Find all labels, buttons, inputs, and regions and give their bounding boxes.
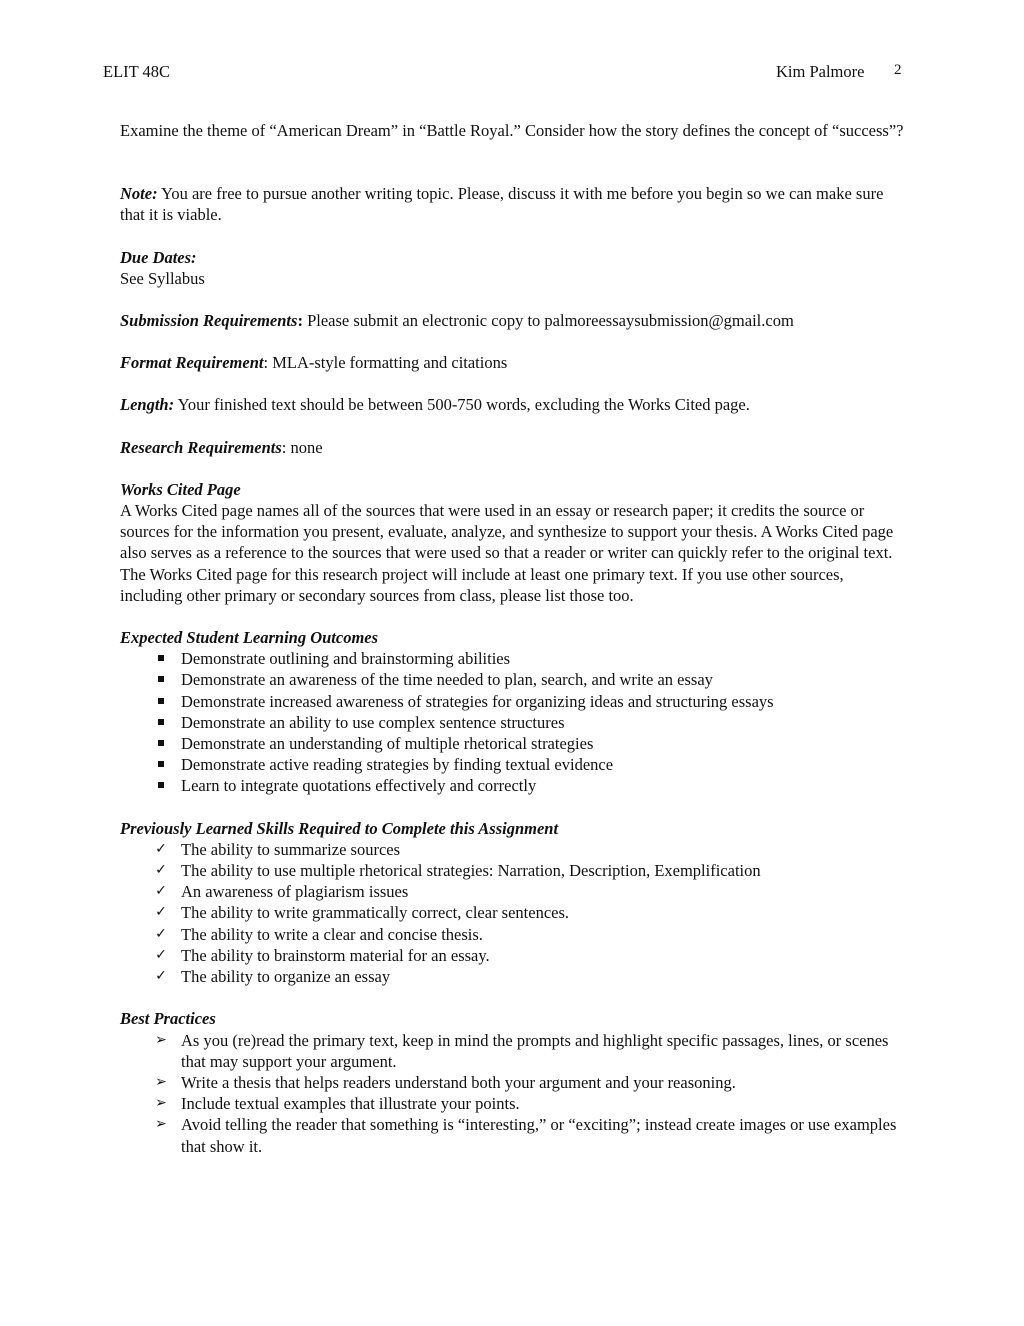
spacer <box>120 458 906 479</box>
spacer <box>120 331 906 352</box>
list-item <box>120 924 906 945</box>
spacer <box>120 797 906 818</box>
format-text: : MLA-style formatting and citations <box>263 353 508 373</box>
note-paragraph <box>120 183 906 225</box>
checkmark-icon: ✓ <box>155 946 167 963</box>
works-cited-heading: Works Cited Page <box>120 479 241 499</box>
square-bullet-icon <box>151 669 171 690</box>
format-paragraph <box>120 352 906 373</box>
square-bullet-icon <box>151 691 171 712</box>
works-cited-text: A Works Cited page names all of the sources that were used in an essay or research paper; it credits the source or sources for the information you present, evaluate, analyze, and synthesize to support your thesis. A Works Cited page also serves as a reference to the sources that were used so that a reader or writer can quickly refer to the original text. The Works Cited page for this research project will include at least one primary text. If you use other sources, including other primary or secondary sources from class, please list those too. <box>120 501 894 605</box>
arrow-bullet-icon: ➢ <box>155 1031 167 1048</box>
course-code: ELIT 48C <box>103 62 171 81</box>
list-item <box>120 1072 906 1093</box>
square-bullet-icon <box>151 648 171 669</box>
spacer <box>120 416 906 437</box>
square-bullet-icon <box>151 754 171 775</box>
skills-list <box>120 839 906 987</box>
submission-colon: : <box>297 311 303 331</box>
arrow-bullet-icon: ➢ <box>155 1073 167 1090</box>
spacer <box>120 289 906 310</box>
author-name: Kim Palmore <box>776 62 865 81</box>
list-item-text: Learn to integrate quotations effectively and correctly <box>181 776 537 796</box>
square-bullet-icon <box>151 712 171 733</box>
document-body <box>120 120 906 1157</box>
list-item <box>120 775 906 796</box>
list-item-text: Write a thesis that helps readers understand both your argument and your reasoning. <box>181 1072 736 1092</box>
arrow-bullet-icon: ➢ <box>155 1116 167 1133</box>
spacer <box>120 987 906 1008</box>
list-item-text: Demonstrate active reading strategies by finding textual evidence <box>181 755 614 775</box>
list-item-text: The ability to brainstorm material for an essay. <box>181 945 490 965</box>
checkmark-icon: ✓ <box>155 862 167 879</box>
due-dates-text: See Syllabus <box>120 268 205 288</box>
length-paragraph <box>120 394 906 415</box>
list-item-text: Demonstrate an awareness of the time needed to plan, search, and write an essay <box>181 670 713 690</box>
submission-label: Submission Requirements <box>120 311 298 331</box>
list-item <box>120 691 906 712</box>
list-item-text: An awareness of plagiarism issues <box>181 882 409 902</box>
spacer <box>120 373 906 394</box>
note-label: Note: <box>120 184 158 204</box>
note-text: You are free to pursue another writing topic. Please, discuss it with me before you begin so we can make sure that it is viable. <box>120 184 884 225</box>
list-item-text: The ability to use multiple rhetorical strategies: Narration, Description, Exemplification <box>181 861 761 881</box>
length-text: Your finished text should be between 500-750 words, excluding the Works Cited page. <box>174 395 750 415</box>
submission-paragraph <box>120 310 906 331</box>
checkmark-icon: ✓ <box>155 883 167 900</box>
skills-heading: Previously Learned Skills Required to Complete this Assignment <box>120 818 559 838</box>
spacer <box>120 226 906 247</box>
list-item <box>120 860 906 881</box>
list-item-text: Demonstrate an ability to use complex sentence structures <box>181 712 565 732</box>
outcomes-heading: Expected Student Learning Outcomes <box>120 628 379 648</box>
list-item <box>120 1093 906 1114</box>
research-paragraph <box>120 437 906 458</box>
checkmark-icon: ✓ <box>155 840 167 857</box>
list-item <box>120 839 906 860</box>
checkmark-icon: ✓ <box>155 904 167 921</box>
list-item <box>120 712 906 733</box>
spacer <box>120 141 906 183</box>
submission-text: Please submit an electronic copy to palmoreessaysubmission@gmail.com <box>302 311 794 331</box>
list-item <box>120 902 906 923</box>
list-item-text: The ability to write grammatically correct, clear sentences. <box>181 903 570 923</box>
length-label: Length: <box>120 395 175 415</box>
square-bullet-icon <box>151 775 171 796</box>
list-item-text: Include textual examples that illustrate your points. <box>181 1094 520 1114</box>
list-item-text: The ability to summarize sources <box>181 839 401 859</box>
list-item <box>120 669 906 690</box>
list-item <box>120 733 906 754</box>
list-item <box>120 648 906 669</box>
research-label: Research Requirements <box>120 437 282 457</box>
research-text: : none <box>281 437 323 457</box>
list-item-text: Demonstrate outlining and brainstorming abilities <box>181 649 511 669</box>
checkmark-icon: ✓ <box>155 968 167 985</box>
best-practices-list <box>120 1030 906 1157</box>
page-number: 2 <box>894 62 902 78</box>
essay-prompt: Examine the theme of “American Dream” in “Battle Royal.” Consider how the story defines the concept of “success”? <box>120 121 904 140</box>
list-item-text: Demonstrate an understanding of multiple rhetorical strategies <box>181 734 594 754</box>
format-label: Format Requirement <box>120 353 264 373</box>
spacer <box>120 606 906 627</box>
list-item-text: Avoid telling the reader that something is “interesting,” or “exciting”; instead create images or use examples that show it. <box>181 1115 897 1156</box>
square-bullet-icon <box>151 733 171 754</box>
list-item <box>120 754 906 775</box>
list-item-text: Demonstrate increased awareness of strategies for organizing ideas and structuring essays <box>181 691 774 711</box>
list-item <box>120 1114 906 1156</box>
list-item <box>120 1030 906 1072</box>
list-item <box>120 881 906 902</box>
list-item-text: The ability to organize an essay <box>181 967 391 987</box>
arrow-bullet-icon: ➢ <box>155 1095 167 1112</box>
list-item <box>120 945 906 966</box>
list-item-text: As you (re)read the primary text, keep in mind the prompts and highlight specific passages, lines, or scenes that may support your argument. <box>181 1030 889 1071</box>
outcomes-list <box>120 648 906 796</box>
due-dates-heading: Due Dates: <box>120 247 197 267</box>
list-item <box>120 966 906 987</box>
best-practices-heading: Best Practices <box>120 1009 216 1029</box>
checkmark-icon: ✓ <box>155 925 167 942</box>
list-item-text: The ability to write a clear and concise thesis. <box>181 924 483 944</box>
